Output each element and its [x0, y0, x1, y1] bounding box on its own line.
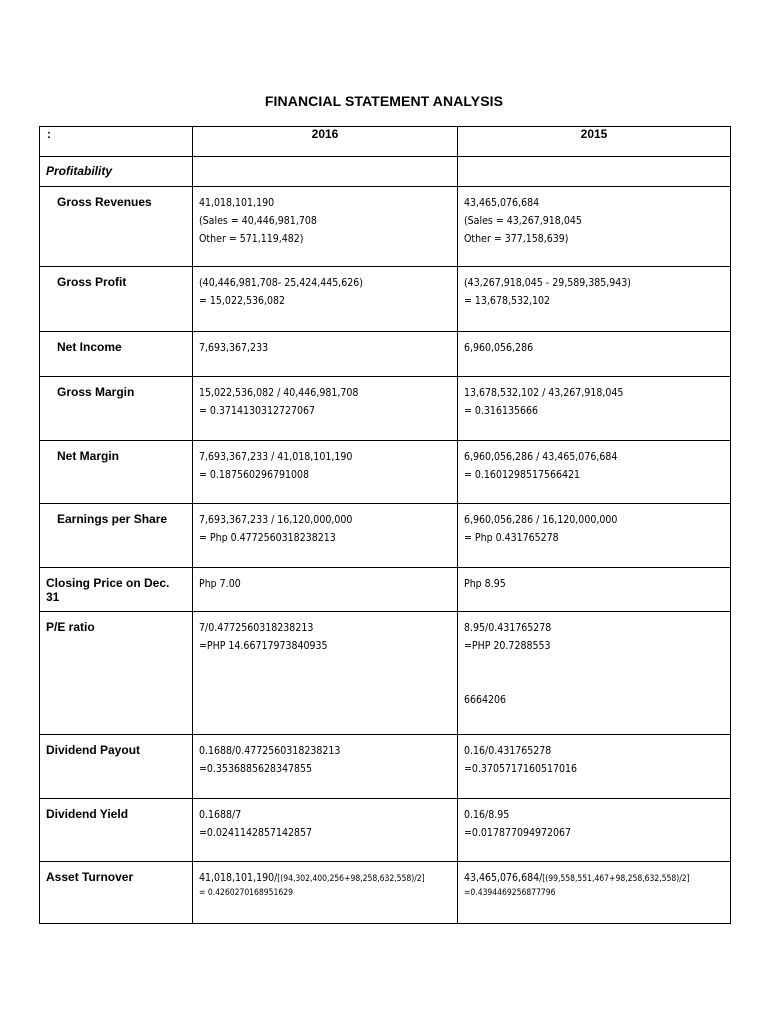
row-label: Gross Profit — [57, 275, 127, 289]
financial-analysis-table — [39, 126, 731, 924]
value-line: 7,693,367,233 / 16,120,000,000 — [199, 514, 353, 526]
table-row-pe-ratio — [40, 612, 731, 735]
value-line: = 0.3714130312727067 — [199, 405, 316, 417]
value-line: 15,022,536,082 / 40,446,981,708 — [199, 387, 359, 399]
value-line: =0.3705717160517016 — [464, 763, 578, 775]
value-line: 6,960,056,286 / 16,120,000,000 — [464, 514, 618, 526]
table-row-gross-margin — [40, 377, 731, 441]
header-year-2016: 2016 — [193, 127, 458, 157]
value-2015 — [458, 568, 730, 593]
value-line: = Php 0.4772560318238213 — [199, 532, 336, 544]
value-line: [(94,302,400,256+98,258,632,558)/2] — [277, 874, 425, 884]
table-row-asset-turnover — [40, 862, 731, 924]
value-line: 0.1688/0.4772560318238213 — [199, 745, 341, 757]
value-2015 — [458, 862, 730, 898]
table-row-dividend-yield — [40, 799, 731, 862]
value-2016 — [193, 799, 457, 842]
value-line: [(99,558,551,467+98,258,632,558)/2] — [542, 874, 690, 884]
value-line: =0.017877094972067 — [464, 827, 572, 839]
value-line: 43,465,076,684 — [464, 197, 540, 209]
value-line: 43,465,076,684/ — [464, 872, 543, 884]
value-line: = 0.316135666 — [464, 405, 539, 417]
value-line: 0.1688/7 — [199, 809, 242, 821]
value-line: 6,960,056,286 — [464, 342, 534, 354]
value-2015 — [458, 441, 730, 484]
value-2016 — [193, 187, 457, 248]
empty-cell — [458, 157, 731, 187]
row-label: Net Margin — [57, 449, 120, 463]
value-line: Php 7.00 — [199, 578, 241, 590]
value-line: (Sales = 40,446,981,708 — [199, 215, 317, 227]
value-2015 — [458, 377, 730, 420]
table-row-net-margin — [40, 441, 731, 504]
row-label: Gross Revenues — [57, 195, 152, 209]
table-row-dividend-payout — [40, 735, 731, 799]
value-line: Php 8.95 — [464, 578, 506, 590]
value-line: = 0.187560296791008 — [199, 469, 310, 481]
table-row-net-income — [40, 332, 731, 377]
value-2015 — [458, 332, 730, 357]
table-row-gross-revenues — [40, 187, 731, 267]
value-2016 — [193, 612, 457, 655]
header-year-2015: 2015 — [458, 127, 731, 157]
section-label: Profitability — [46, 164, 113, 178]
value-2016 — [193, 735, 457, 778]
value-2016 — [193, 862, 457, 898]
value-line: =0.0241142857142857 — [199, 827, 313, 839]
value-line: Other = 377,158,639) — [464, 233, 569, 245]
table-row-earnings-per-share — [40, 504, 731, 568]
row-label: P/E ratio — [46, 620, 95, 634]
value-2016 — [193, 441, 457, 484]
table-header-row — [40, 127, 731, 157]
value-line: (Sales = 43,267,918,045 — [464, 215, 582, 227]
value-line: 7/0.4772560318238213 — [199, 622, 314, 634]
value-2015 — [458, 735, 730, 778]
value-line: =0.3536885628347855 — [199, 763, 313, 775]
value-line: 0.16/0.431765278 — [464, 745, 552, 757]
value-line: = 13,678,532,102 — [464, 295, 551, 307]
table-row-gross-profit — [40, 267, 731, 332]
value-line: =0.4394469256877796 — [464, 888, 556, 898]
value-line: =PHP 20.7288553 — [464, 640, 551, 652]
value-2016 — [193, 504, 457, 547]
row-label: Dividend Payout — [46, 743, 141, 757]
value-line: Other = 571,119,482) — [199, 233, 304, 245]
row-label: Closing Price on Dec. 31 — [46, 576, 170, 604]
empty-cell — [193, 157, 458, 187]
header-colon: : — [40, 127, 193, 157]
row-label: Gross Margin — [57, 385, 135, 399]
value-2016 — [193, 568, 457, 593]
value-line: = 0.4260270168951629 — [199, 888, 293, 898]
value-line: = 0.1601298517566421 — [464, 469, 581, 481]
value-line: 8.95/0.431765278 — [464, 622, 552, 634]
value-2016 — [193, 267, 457, 310]
value-line: (43,267,918,045 - 29,589,385,943) — [464, 277, 631, 289]
value-line: = Php 0.431765278 — [464, 532, 559, 544]
row-label: Dividend Yield — [46, 807, 129, 821]
value-line: 6,960,056,286 / 43,465,076,684 — [464, 451, 618, 463]
value-2016 — [193, 332, 457, 357]
value-line: (40,446,981,708- 25,424,445,626) — [199, 277, 363, 289]
value-line: 13,678,532,102 / 43,267,918,045 — [464, 387, 624, 399]
section-row-profitability — [40, 157, 731, 187]
value-2015 — [458, 612, 730, 709]
table-row-closing-price — [40, 568, 731, 612]
value-line: 7,693,367,233 — [199, 342, 269, 354]
value-2015 — [458, 504, 730, 547]
value-line: = 15,022,536,082 — [199, 295, 286, 307]
value-line: =PHP 14.66717973840935 — [199, 640, 328, 652]
value-line: 7,693,367,233 / 41,018,101,190 — [199, 451, 353, 463]
value-2015 — [458, 799, 730, 842]
row-label: Asset Turnover — [46, 870, 134, 884]
value-line: 41,018,101,190/ — [199, 872, 278, 884]
value-line: 0.16/8.95 — [464, 809, 510, 821]
row-label: Earnings per Share — [57, 512, 168, 526]
value-2016 — [193, 377, 457, 420]
value-2015 — [458, 187, 730, 248]
value-line: 6664206 — [464, 694, 507, 706]
page-title: FINANCIAL STATEMENT ANALYSIS — [264, 93, 504, 109]
value-2015 — [458, 267, 730, 310]
row-label: Net Income — [57, 340, 122, 354]
value-line: 41,018,101,190 — [199, 197, 275, 209]
